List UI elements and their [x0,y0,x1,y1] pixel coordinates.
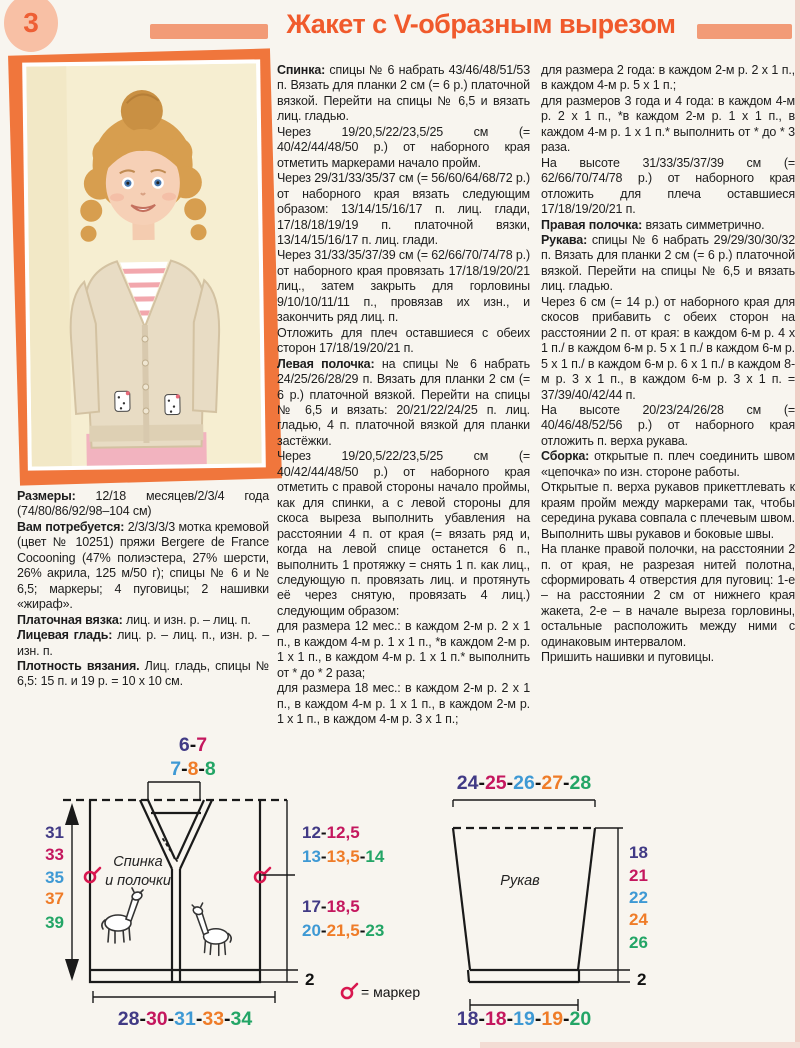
body-schematic [45,734,385,1030]
body-band-label: 2 [305,970,315,989]
sleeve-height-size2: 21 [629,866,648,885]
paragraph: Через 31/33/35/37/39 см (= 62/66/70/74/78 р.) от наборного края провязать 17/18/19/20/21 лиц., затем закрыть для горловины 9/10/10/11/11 п., провязав их изн., и закончить ряд лиц. п. [277,248,530,325]
giraffe-icon [102,888,143,943]
paragraph: Плотность вязания. Лиц. гладь, спицы № 6,5: 15 п. и 19 р. = 10 х 10 см. [17,658,270,689]
paragraph: Через 6 см (= 14 р.) от наборного края для скосов прибавить с обеих сторон на расстоянии 2 п. от края: в каждом 6-м р. 4 х 1 п./ в каждом 6-м р. 5 х 1 п./ в каждом 6-м р. 5 х 1 п./ в каждом 6-м р. 6 х 1 п./ в каждом 8-м р. 3 х 1 п., в каждом 6-м р. 3 х 1 п. = 37/39/40/42/44 п. [541,294,795,402]
paragraph: Открытые п. верха рукавов прикеттлевать к краям пройм между маркерами так, чтобы середина рукава совпала с плечевым швом. Выполнить швы рукавов и боковые швы. [541,480,795,541]
page-number-badge [4,0,58,52]
paragraph: для размера 12 мес.: в каждом 2-м р. 2 х 1 п., в каждом 4-м р. 1 х 1 п., *в каждом 2-м р. 1 х 1 п., в каждом 4-м р. 1 х 1 п.* выполнить от * до * 2 раза; [277,619,530,680]
photo-block [14,52,276,482]
paragraph: Через 19/20,5/22/23,5/25 см (= 40/42/44/48/50 р.) от наборного края отметить с правой стороны начало проймы, как для спинки, а с левой стороны для скоса выреза выполнить убавления на расстоянии 4 п. от края (= вязать ряд и, когда на левой спице останется 6 п., выполнить 1 протяжку = снять 1 п. как лиц., следующую п. провязать лиц. и протянуть её через снятую, провязать 4 лиц.) следующим образом: [277,449,530,618]
paragraph: для размера 2 года: в каждом 2-м р. 2 х 1 п., в каждом 4-м р. 5 х 1 п.; [541,63,795,93]
title-bar-right [697,24,792,39]
sleeve-height-size1: 18 [629,843,648,862]
sleeve-top-width-label: 24-25-26-27-28 [456,772,592,794]
neck-width-label-1: 6-7 [178,734,208,756]
photo-child-in-cardigan [22,59,266,470]
title-bar-left [150,24,268,39]
page-title: Жакет с V-образным вырезом [286,9,676,39]
sleeve-height-size4: 24 [629,910,648,929]
paragraph-lead: Вам потребуется: [17,519,125,534]
paragraph: Размеры: 12/18 месяцев/2/3/4 года (74/80/86/92/98–104 см) [17,489,269,519]
paragraph: Сборка: открытые п. плеч соединить швом «цепочка» по изн. стороне работы. [541,449,795,479]
schematics [15,733,790,1045]
paragraph: Через 29/31/33/35/37 см (= 56/60/64/68/72 р.) от наборного края вязать следующим образом: 13/14/15/16/17 п. лиц. глади, 17/18/18/19/19 п. платочной вязки, 13/14/15/16/17 п. лиц. глади. [277,171,530,247]
paragraph: для размеров 3 года и 4 года: в каждом 4-м р. 2 х 1 п., *в каждом 2-м р. 1 х 1 п., в каждом 4-м р. 1 х 1 п.* выполнить от * до * 3 раза. [541,93,795,155]
paragraph-lead: Лицевая гладь: [17,628,113,643]
paragraph: Правая полочка: вязать симметрично. [541,217,765,232]
sleeve-bottom-width-label: 18-18-19-19-20 [456,1008,592,1030]
photo-illustration [26,63,262,466]
sleeve-band-label: 2 [637,970,647,989]
sleeve-height-size3: 22 [629,888,648,907]
paragraph: Рукава: спицы № 6 набрать 29/29/30/30/32 п. Вязать для планки 2 см (= 6 р.) платочной вязкой. Перейти на спицы № 6,5 и вязать лиц. гладью. [541,232,795,294]
body-piece-label-line1: Спинка [113,854,163,870]
instructions-column-2 [541,63,795,666]
instructions-column-1 [277,63,530,727]
paragraph-lead: Сборка: [541,449,590,464]
paragraph: для размера 18 мес.: в каждом 2-м р. 2 х 1 п., в каждом 4-м р. 1 х 1 п., в каждом 2-м р. 1 х 1 п., в каждом 4-м р. 3 х 1 п.; [277,681,530,727]
paragraph-lead: Размеры: [17,489,76,503]
paragraph-lead: Плотность вязания. [17,658,140,673]
lower-height-label-2: 20-21,5-23 [302,921,385,940]
body-piece-label-line2: и полочки [105,873,171,889]
sleeve-piece-label: Рукав [500,873,540,889]
body-height-size4: 37 [45,889,64,908]
sleeve-schematic [453,772,648,1030]
paragraph: На планке правой полочки, на расстоянии 2 п. от края, не разрезая нитей полотна, сформировать 4 отверстия для пуговиц: 1-е – на расстоянии 2 см от нижнего края жакета, 2-е – в начале выреза горловины, остальные расположить между ними с одинаковым интервалом. [541,542,795,649]
paragraph: Через 19/20,5/22/23,5/25 см (= 40/42/44/48/50 р.) от наборного края отметить маркерами начало пройм. [277,124,530,170]
marker-legend-text: = маркер [361,984,421,1000]
paragraph: Пришить нашивки и пуговицы. [541,650,714,665]
body-width-label: 28-30-31-33-34 [117,1008,253,1030]
body-height-size5: 39 [45,913,64,932]
paragraph: Вам потребуется: 2/3/3/3/3 мотка кремовой (цвет № 10251) пряжи Bergere de France Cocooning (47% полиэстера, 27% шерсти, 26% акрила, 125 м/50 г); спицы № 6 и № 6,5; маркеры; 4 пуговицы; 2 нашивки «жираф». [17,519,269,612]
materials-column [17,489,269,690]
page-number: 3 [23,7,39,38]
neck-width-label-2: 7-8-8 [170,758,216,780]
paragraph: Отложить для плеч оставшиеся с обеих сторон 17/18/19/20/21 п. [277,325,530,356]
paragraph: Спинка: спицы № 6 набрать 43/46/48/51/53 п. Вязать для планки 2 см (= 6 р.) платочной вязкой. Перейти на спицы № 6,5 и вязать лиц. гладью. [277,63,530,124]
marker-icon [342,984,357,998]
paragraph-lead: Правая полочка: [541,217,643,232]
paragraph: На высоте 31/33/35/37/39 см (= 62/66/70/74/78 р.) от наборного края отложить для плеча оставшиеся 17/18/19/20/21 п. [541,155,795,217]
sleeve-height-size5: 26 [629,933,648,952]
yoke-height-label-1: 12-12,5 [302,823,360,842]
marker-icon [85,868,100,882]
paragraph: На высоте 20/23/24/26/28 см (= 40/46/48/52/56 р.) от наборного края отложить п. верха рукава. [541,402,795,448]
yoke-height-label-2: 13-13,5-14 [302,847,385,866]
paragraph-lead: Спинка: [277,63,326,77]
body-height-size3: 35 [45,868,64,887]
paragraph: Платочная вязка: лиц. и изн. р. – лиц. п. [17,612,251,627]
paragraph-lead: Платочная вязка: [17,612,123,627]
paragraph-lead: Рукава: [541,232,588,247]
marker-legend [342,984,420,1000]
page-edge-shadow [795,0,800,1048]
body-height-size1: 31 [45,823,64,842]
height-arrow [65,803,79,981]
giraffe-icon [192,903,231,955]
body-height-size2: 33 [45,845,64,864]
paragraph-lead: Левая полочка: [277,356,375,371]
paragraph: Левая полочка: на спицы № 6 набрать 24/25/26/28/29 п. Вязать для планки 2 см (= 6 р.) платочной вязкой. Перейти на спицы № 6,5 и вязать: 20/21/22/24/25 п. лиц. гладью, 4 п. платочной вязкой для планки застёжки. [277,356,530,448]
paragraph: Лицевая гладь: лиц. р. – лиц. п., изн. р. – изн. п. [17,628,269,658]
lower-height-label-1: 17-18,5 [302,897,360,916]
